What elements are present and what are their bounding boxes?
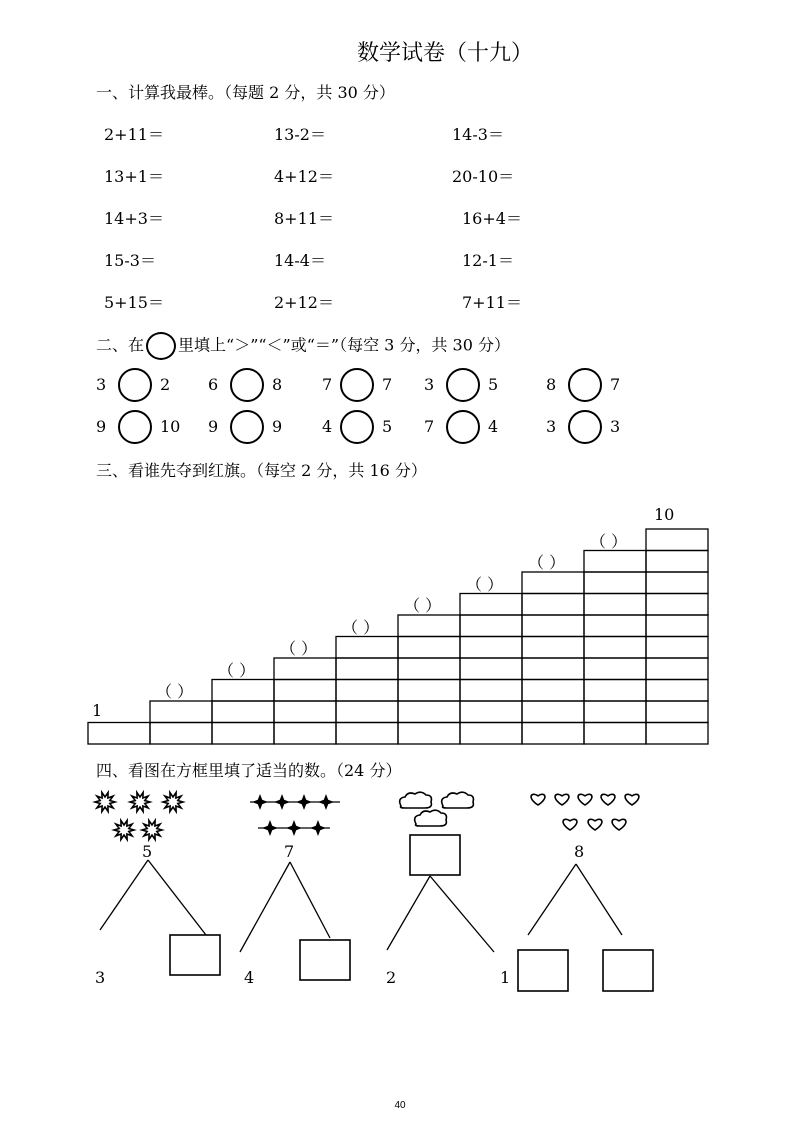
burst-icon <box>114 821 134 840</box>
stair-blank[interactable]: （ ） <box>156 682 194 701</box>
equation: 14-3＝ <box>452 125 504 144</box>
burst-icon <box>95 793 115 812</box>
page-title: 数学试卷（十九） <box>356 41 533 66</box>
equation: 12-1＝ <box>462 251 514 270</box>
compare-left-number: 9 <box>96 417 107 436</box>
bond-right-number: 1 <box>500 968 511 987</box>
bond-top-number: 7 <box>284 842 295 861</box>
compare-left-number: 3 <box>424 375 435 394</box>
section2-heading-post: 里填上“＞”“＜”或“＝”（每空 3 分，共 30 分） <box>178 335 510 355</box>
heart-icon <box>588 819 602 830</box>
stair-blank[interactable]: （ ） <box>218 660 256 680</box>
page-number: 40 <box>394 1100 406 1111</box>
compare-left-number: 8 <box>546 375 557 394</box>
heart-icon <box>563 819 577 830</box>
cloud-icon <box>442 792 474 808</box>
stair-blank[interactable]: （ ） <box>528 553 566 572</box>
compare-right-number: 7 <box>610 375 621 394</box>
heart-icon <box>625 794 639 805</box>
compare-left-number: 3 <box>546 417 557 436</box>
equation: 13-2＝ <box>274 125 326 144</box>
burst-icon <box>163 793 183 812</box>
burst-icon <box>142 821 162 840</box>
equation: 2+12＝ <box>274 293 334 312</box>
answer-box <box>300 940 350 980</box>
stair-blank[interactable]: （ ） <box>590 531 628 551</box>
answer-box <box>518 950 568 991</box>
burst-icon <box>130 793 150 812</box>
heart-icon <box>578 794 592 805</box>
bond-left-number: 3 <box>95 968 106 987</box>
cloud-icon <box>415 810 447 826</box>
bond-left-number: 4 <box>244 968 255 987</box>
compare-left-number: 7 <box>322 375 333 394</box>
compare-left-number: 7 <box>424 417 435 436</box>
stair-blank[interactable]: （ ） <box>280 639 318 658</box>
branch-line <box>100 860 148 930</box>
section4-heading: 四、看图在方框里填了适当的数。（24 分） <box>96 761 402 780</box>
compare-left-number: 6 <box>208 375 219 394</box>
bond-left-number: 2 <box>386 968 397 987</box>
branch-line <box>240 862 290 952</box>
branch-line <box>576 864 622 935</box>
branch-line <box>290 862 330 938</box>
compare-left-number: 9 <box>208 417 219 436</box>
compare-right-number: 3 <box>610 417 621 436</box>
equation: 5+15＝ <box>104 293 164 312</box>
branch-line <box>528 864 576 935</box>
heart-icon <box>531 794 545 805</box>
compare-left-number: 3 <box>96 375 107 394</box>
cloud-icon <box>400 792 432 808</box>
bond-top-number: 5 <box>142 842 153 861</box>
equation: 14-4＝ <box>274 251 326 270</box>
equation: 2+11＝ <box>104 125 164 144</box>
compare-right-number: 5 <box>382 417 393 436</box>
stair-start-label: 1 <box>92 700 103 720</box>
equation: 15-3＝ <box>104 251 156 270</box>
bond-top-number: 8 <box>574 842 585 861</box>
section1-heading: 一、计算我最棒。（每题 2 分，共 30 分） <box>96 83 395 102</box>
stair-blank[interactable]: （ ） <box>466 574 504 594</box>
compare-right-number: 9 <box>272 417 283 436</box>
equation: 14+3＝ <box>104 209 164 228</box>
compare-right-number: 2 <box>160 375 171 394</box>
heart-icon <box>601 794 615 805</box>
equation: 4+12＝ <box>274 167 334 186</box>
branch-line <box>148 860 206 935</box>
branch-line <box>430 876 494 952</box>
compare-right-number: 8 <box>272 375 283 394</box>
compare-right-number: 4 <box>488 417 499 436</box>
answer-box <box>170 935 220 975</box>
section2-heading-pre: 二、在 <box>96 335 145 355</box>
stair-end-label: 10 <box>654 505 675 524</box>
equation: 16+4＝ <box>462 209 522 228</box>
section3-heading: 三、看谁先夺到红旗。（每空 2 分，共 16 分） <box>96 461 427 480</box>
answer-box <box>603 950 653 991</box>
stair-blank[interactable]: （ ） <box>342 617 380 637</box>
equation: 13+1＝ <box>104 167 164 186</box>
equation: 8+11＝ <box>274 209 334 228</box>
heart-icon <box>612 819 626 830</box>
answer-box <box>410 835 460 875</box>
compare-right-number: 7 <box>382 375 393 394</box>
heart-icon <box>555 794 569 805</box>
equation: 7+11＝ <box>462 293 522 312</box>
compare-right-number: 10 <box>160 417 181 436</box>
compare-left-number: 4 <box>322 417 333 436</box>
compare-right-number: 5 <box>488 375 499 394</box>
stair-blank[interactable]: （ ） <box>404 596 442 615</box>
equation: 20-10＝ <box>452 167 515 186</box>
branch-line <box>387 876 430 950</box>
